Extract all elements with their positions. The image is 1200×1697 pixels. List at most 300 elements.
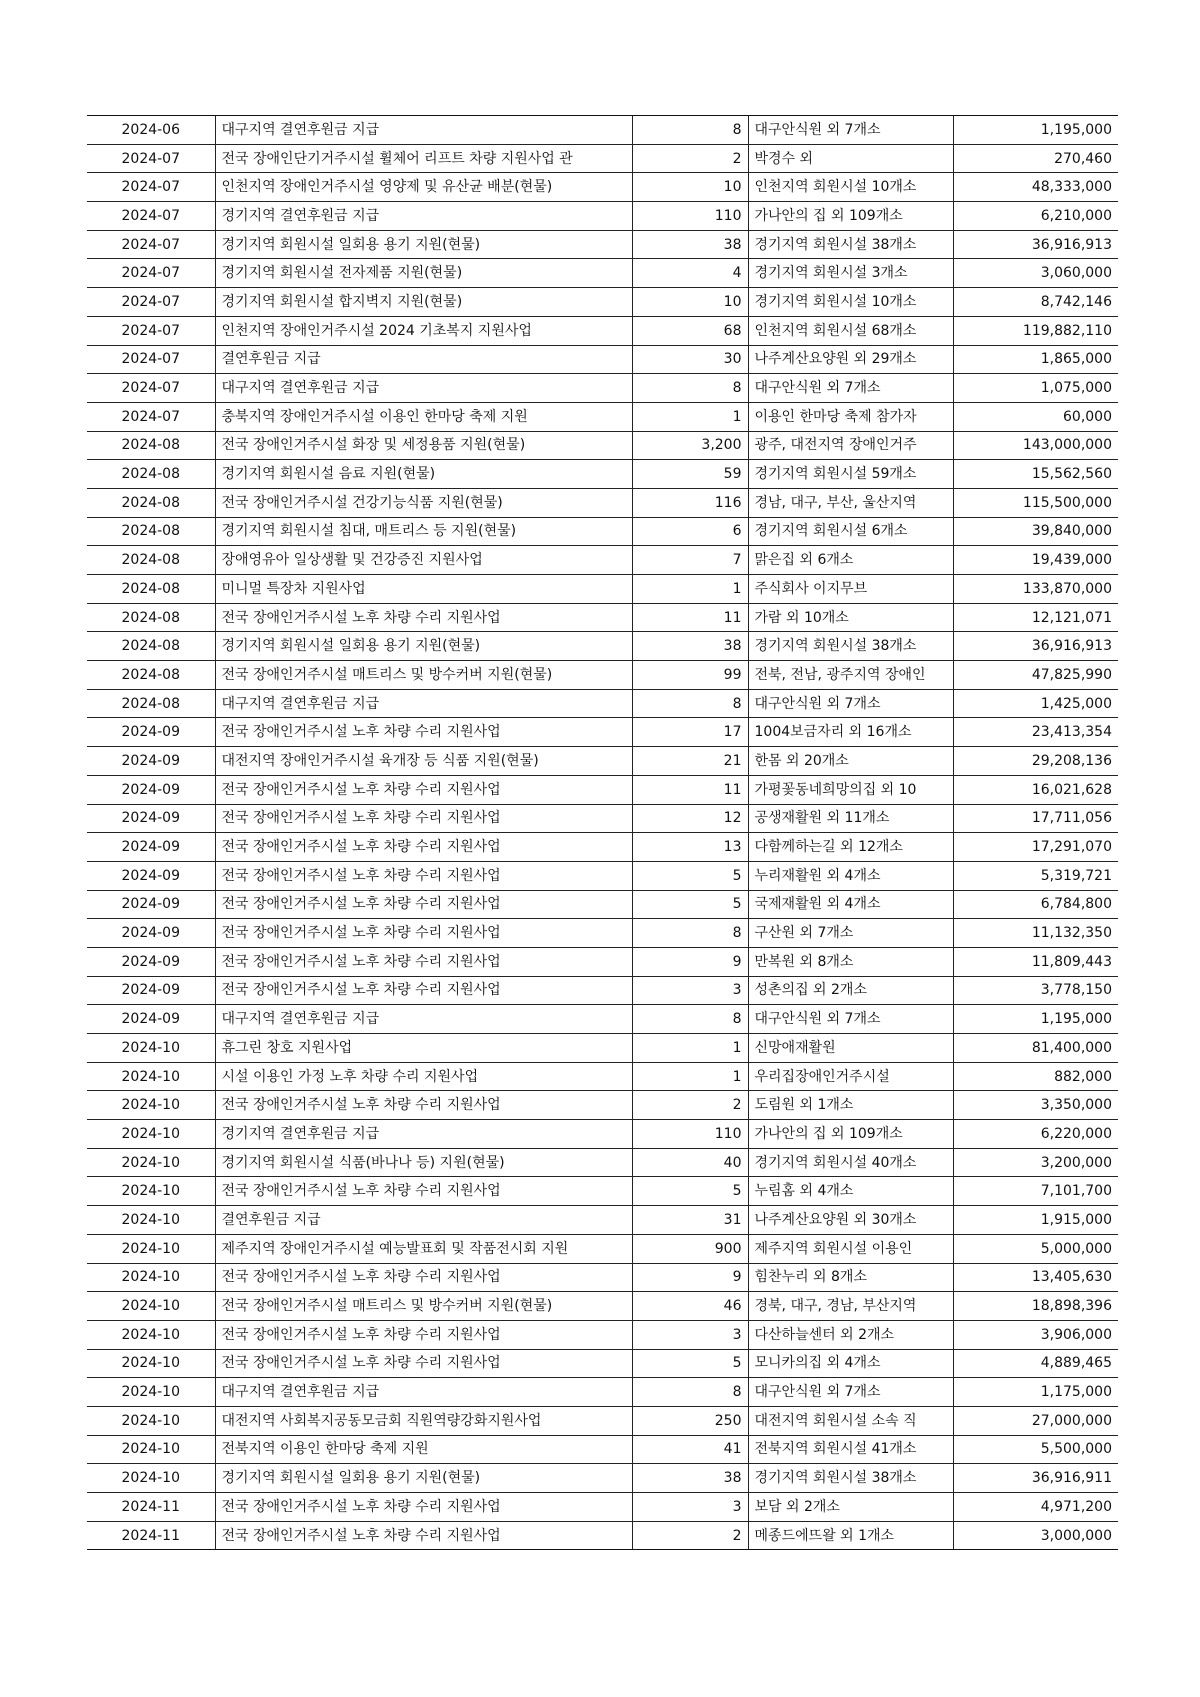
description-cell: 전북지역 이용인 한마당 축제 지원	[215, 1435, 632, 1464]
date-cell: 2024-08	[87, 517, 215, 546]
date-cell: 2024-10	[87, 1378, 215, 1407]
description-cell: 전국 장애인거주시설 매트리스 및 방수커버 지원(현물)	[215, 661, 632, 690]
count-cell: 11	[632, 775, 748, 804]
description-cell: 경기지역 회원시설 전자제품 지원(현물)	[215, 259, 632, 288]
amount-cell: 23,413,354	[953, 718, 1118, 747]
date-cell: 2024-09	[87, 890, 215, 919]
count-cell: 41	[632, 1435, 748, 1464]
count-cell: 2	[632, 144, 748, 173]
table-row	[87, 1378, 1118, 1407]
description-cell: 전국 장애인거주시설 노후 차량 수리 지원사업	[215, 833, 632, 862]
table-row	[87, 661, 1118, 690]
description-cell: 전국 장애인거주시설 화장 및 세정용품 지원(현물)	[215, 431, 632, 460]
recipient-cell: 성촌의집 외 2개소	[748, 976, 953, 1005]
date-cell: 2024-10	[87, 1349, 215, 1378]
description-cell: 결연후원금 지급	[215, 1206, 632, 1235]
description-cell: 전국 장애인거주시설 노후 차량 수리 지원사업	[215, 1521, 632, 1550]
recipient-cell: 경기지역 회원시설 59개소	[748, 460, 953, 489]
table-row	[87, 1521, 1118, 1550]
date-cell: 2024-11	[87, 1493, 215, 1522]
table-row	[87, 1493, 1118, 1522]
table-row	[87, 288, 1118, 317]
amount-cell: 81,400,000	[953, 1034, 1118, 1063]
description-cell: 전국 장애인거주시설 건강기능식품 지원(현물)	[215, 488, 632, 517]
amount-cell: 12,121,071	[953, 603, 1118, 632]
recipient-cell: 대구안식원 외 7개소	[748, 116, 953, 145]
amount-cell: 48,333,000	[953, 173, 1118, 202]
date-cell: 2024-09	[87, 833, 215, 862]
count-cell: 68	[632, 316, 748, 345]
recipient-cell: 경기지역 회원시설 6개소	[748, 517, 953, 546]
table-row	[87, 316, 1118, 345]
amount-cell: 36,916,913	[953, 632, 1118, 661]
count-cell: 10	[632, 288, 748, 317]
date-cell: 2024-07	[87, 144, 215, 173]
date-cell: 2024-10	[87, 1464, 215, 1493]
count-cell: 1	[632, 1034, 748, 1063]
date-cell: 2024-07	[87, 316, 215, 345]
count-cell: 7	[632, 546, 748, 575]
count-cell: 10	[632, 173, 748, 202]
amount-cell: 17,711,056	[953, 804, 1118, 833]
recipient-cell: 나주계산요양원 외 29개소	[748, 345, 953, 374]
count-cell: 17	[632, 718, 748, 747]
date-cell: 2024-08	[87, 460, 215, 489]
count-cell: 8	[632, 374, 748, 403]
count-cell: 8	[632, 1378, 748, 1407]
count-cell: 46	[632, 1292, 748, 1321]
table-row	[87, 431, 1118, 460]
recipient-cell: 대구안식원 외 7개소	[748, 1005, 953, 1034]
amount-cell: 143,000,000	[953, 431, 1118, 460]
date-cell: 2024-08	[87, 575, 215, 604]
count-cell: 110	[632, 202, 748, 231]
description-cell: 전국 장애인단기거주시설 휠체어 리프트 차량 지원사업 관	[215, 144, 632, 173]
table-row	[87, 632, 1118, 661]
description-cell: 전국 장애인거주시설 노후 차량 수리 지원사업	[215, 1177, 632, 1206]
recipient-cell: 나주계산요양원 외 30개소	[748, 1206, 953, 1235]
table-row	[87, 833, 1118, 862]
description-cell: 경기지역 회원시설 일회용 용기 지원(현물)	[215, 632, 632, 661]
table-row	[87, 1206, 1118, 1235]
recipient-cell: 박경수 외	[748, 144, 953, 173]
amount-cell: 7,101,700	[953, 1177, 1118, 1206]
table-row	[87, 460, 1118, 489]
amount-cell: 3,906,000	[953, 1320, 1118, 1349]
description-cell: 경기지역 회원시설 일회용 용기 지원(현물)	[215, 230, 632, 259]
date-cell: 2024-07	[87, 202, 215, 231]
date-cell: 2024-09	[87, 804, 215, 833]
amount-cell: 1,195,000	[953, 116, 1118, 145]
description-cell: 전국 장애인거주시설 노후 차량 수리 지원사업	[215, 603, 632, 632]
table-row	[87, 1292, 1118, 1321]
table-row	[87, 689, 1118, 718]
description-cell: 전국 장애인거주시설 노후 차량 수리 지원사업	[215, 804, 632, 833]
count-cell: 1	[632, 402, 748, 431]
description-cell: 전국 장애인거주시설 노후 차량 수리 지원사업	[215, 1493, 632, 1522]
description-cell: 전국 장애인거주시설 노후 차량 수리 지원사업	[215, 1091, 632, 1120]
description-cell: 대구지역 결연후원금 지급	[215, 116, 632, 145]
recipient-cell: 제주지역 회원시설 이용인	[748, 1234, 953, 1263]
description-cell: 전국 장애인거주시설 노후 차량 수리 지원사업	[215, 775, 632, 804]
amount-cell: 1,195,000	[953, 1005, 1118, 1034]
count-cell: 9	[632, 1263, 748, 1292]
description-cell: 대전지역 장애인거주시설 육개장 등 식품 지원(현물)	[215, 747, 632, 776]
date-cell: 2024-06	[87, 116, 215, 145]
count-cell: 8	[632, 689, 748, 718]
count-cell: 59	[632, 460, 748, 489]
table-row	[87, 1005, 1118, 1034]
table-row	[87, 1435, 1118, 1464]
amount-cell: 36,916,913	[953, 230, 1118, 259]
amount-cell: 11,809,443	[953, 947, 1118, 976]
recipient-cell: 1004보금자리 외 16개소	[748, 718, 953, 747]
table-body	[87, 116, 1118, 1550]
description-cell: 대구지역 결연후원금 지급	[215, 374, 632, 403]
support-records-table	[87, 115, 1118, 1550]
description-cell: 전국 장애인거주시설 노후 차량 수리 지원사업	[215, 890, 632, 919]
description-cell: 미니멀 특장차 지원사업	[215, 575, 632, 604]
description-cell: 대구지역 결연후원금 지급	[215, 1378, 632, 1407]
description-cell: 전국 장애인거주시설 노후 차량 수리 지원사업	[215, 1320, 632, 1349]
recipient-cell: 경북, 대구, 경남, 부산지역	[748, 1292, 953, 1321]
description-cell: 전국 장애인거주시설 노후 차량 수리 지원사업	[215, 1263, 632, 1292]
table-row	[87, 1320, 1118, 1349]
date-cell: 2024-09	[87, 718, 215, 747]
date-cell: 2024-10	[87, 1091, 215, 1120]
date-cell: 2024-10	[87, 1435, 215, 1464]
description-cell: 전국 장애인거주시설 노후 차량 수리 지원사업	[215, 861, 632, 890]
amount-cell: 13,405,630	[953, 1263, 1118, 1292]
count-cell: 6	[632, 517, 748, 546]
description-cell: 충북지역 장애인거주시설 이용인 한마당 축제 지원	[215, 402, 632, 431]
recipient-cell: 대구안식원 외 7개소	[748, 1378, 953, 1407]
recipient-cell: 주식회사 이지무브	[748, 575, 953, 604]
table-row	[87, 775, 1118, 804]
count-cell: 2	[632, 1521, 748, 1550]
date-cell: 2024-08	[87, 632, 215, 661]
description-cell: 경기지역 결연후원금 지급	[215, 1120, 632, 1149]
table-row	[87, 1406, 1118, 1435]
count-cell: 8	[632, 919, 748, 948]
description-cell: 인천지역 장애인거주시설 영양제 및 유산균 배분(현물)	[215, 173, 632, 202]
description-cell: 인천지역 장애인거주시설 2024 기초복지 지원사업	[215, 316, 632, 345]
amount-cell: 18,898,396	[953, 1292, 1118, 1321]
date-cell: 2024-09	[87, 947, 215, 976]
table-row	[87, 919, 1118, 948]
recipient-cell: 신망애재활원	[748, 1034, 953, 1063]
count-cell: 3,200	[632, 431, 748, 460]
recipient-cell: 전북, 전남, 광주지역 장애인	[748, 661, 953, 690]
date-cell: 2024-11	[87, 1521, 215, 1550]
recipient-cell: 경남, 대구, 부산, 울산지역	[748, 488, 953, 517]
date-cell: 2024-10	[87, 1406, 215, 1435]
amount-cell: 270,460	[953, 144, 1118, 173]
recipient-cell: 가평꽃동네희망의집 외 10	[748, 775, 953, 804]
amount-cell: 133,870,000	[953, 575, 1118, 604]
date-cell: 2024-07	[87, 345, 215, 374]
amount-cell: 119,882,110	[953, 316, 1118, 345]
amount-cell: 15,562,560	[953, 460, 1118, 489]
amount-cell: 1,865,000	[953, 345, 1118, 374]
count-cell: 5	[632, 890, 748, 919]
date-cell: 2024-09	[87, 747, 215, 776]
amount-cell: 5,500,000	[953, 1435, 1118, 1464]
recipient-cell: 모니카의집 외 4개소	[748, 1349, 953, 1378]
recipient-cell: 이용인 한마당 축제 참가자	[748, 402, 953, 431]
date-cell: 2024-08	[87, 689, 215, 718]
recipient-cell: 도림원 외 1개소	[748, 1091, 953, 1120]
description-cell: 전국 장애인거주시설 노후 차량 수리 지원사업	[215, 919, 632, 948]
date-cell: 2024-07	[87, 259, 215, 288]
date-cell: 2024-10	[87, 1120, 215, 1149]
count-cell: 116	[632, 488, 748, 517]
count-cell: 38	[632, 632, 748, 661]
count-cell: 1	[632, 1062, 748, 1091]
count-cell: 38	[632, 1464, 748, 1493]
count-cell: 11	[632, 603, 748, 632]
count-cell: 4	[632, 259, 748, 288]
recipient-cell: 경기지역 회원시설 38개소	[748, 230, 953, 259]
description-cell: 경기지역 회원시설 일회용 용기 지원(현물)	[215, 1464, 632, 1493]
recipient-cell: 인천지역 회원시설 68개소	[748, 316, 953, 345]
table-row	[87, 747, 1118, 776]
count-cell: 8	[632, 116, 748, 145]
amount-cell: 3,778,150	[953, 976, 1118, 1005]
recipient-cell: 경기지역 회원시설 3개소	[748, 259, 953, 288]
table-row	[87, 546, 1118, 575]
count-cell: 99	[632, 661, 748, 690]
recipient-cell: 구산원 외 7개소	[748, 919, 953, 948]
amount-cell: 5,000,000	[953, 1234, 1118, 1263]
count-cell: 3	[632, 976, 748, 1005]
amount-cell: 1,075,000	[953, 374, 1118, 403]
amount-cell: 6,784,800	[953, 890, 1118, 919]
description-cell: 휴그린 창호 지원사업	[215, 1034, 632, 1063]
date-cell: 2024-10	[87, 1234, 215, 1263]
count-cell: 31	[632, 1206, 748, 1235]
date-cell: 2024-09	[87, 861, 215, 890]
recipient-cell: 대전지역 회원시설 소속 직	[748, 1406, 953, 1435]
amount-cell: 115,500,000	[953, 488, 1118, 517]
description-cell: 경기지역 회원시설 침대, 매트리스 등 지원(현물)	[215, 517, 632, 546]
date-cell: 2024-09	[87, 775, 215, 804]
table-row	[87, 116, 1118, 145]
count-cell: 5	[632, 861, 748, 890]
recipient-cell: 메종드에뜨왈 외 1개소	[748, 1521, 953, 1550]
amount-cell: 3,000,000	[953, 1521, 1118, 1550]
table-row	[87, 947, 1118, 976]
table-row	[87, 1464, 1118, 1493]
recipient-cell: 전북지역 회원시설 41개소	[748, 1435, 953, 1464]
count-cell: 3	[632, 1493, 748, 1522]
description-cell: 전국 장애인거주시설 노후 차량 수리 지원사업	[215, 718, 632, 747]
table-row	[87, 230, 1118, 259]
recipient-cell: 한몸 외 20개소	[748, 747, 953, 776]
recipient-cell: 보담 외 2개소	[748, 1493, 953, 1522]
amount-cell: 8,742,146	[953, 288, 1118, 317]
date-cell: 2024-08	[87, 546, 215, 575]
amount-cell: 47,825,990	[953, 661, 1118, 690]
table-row	[87, 144, 1118, 173]
table-row	[87, 1234, 1118, 1263]
table-row	[87, 976, 1118, 1005]
description-cell: 전국 장애인거주시설 노후 차량 수리 지원사업	[215, 947, 632, 976]
date-cell: 2024-10	[87, 1148, 215, 1177]
date-cell: 2024-08	[87, 603, 215, 632]
recipient-cell: 가나안의 집 외 109개소	[748, 1120, 953, 1149]
recipient-cell: 우리집장애인거주시설	[748, 1062, 953, 1091]
amount-cell: 1,175,000	[953, 1378, 1118, 1407]
date-cell: 2024-10	[87, 1034, 215, 1063]
date-cell: 2024-07	[87, 288, 215, 317]
count-cell: 110	[632, 1120, 748, 1149]
date-cell: 2024-10	[87, 1177, 215, 1206]
count-cell: 21	[632, 747, 748, 776]
date-cell: 2024-09	[87, 976, 215, 1005]
count-cell: 30	[632, 345, 748, 374]
count-cell: 5	[632, 1177, 748, 1206]
description-cell: 경기지역 결연후원금 지급	[215, 202, 632, 231]
description-cell: 시설 이용인 가정 노후 차량 수리 지원사업	[215, 1062, 632, 1091]
description-cell: 대전지역 사회복지공동모금회 직원역량강화지원사업	[215, 1406, 632, 1435]
description-cell: 결연후원금 지급	[215, 345, 632, 374]
date-cell: 2024-08	[87, 488, 215, 517]
table-row	[87, 1349, 1118, 1378]
date-cell: 2024-10	[87, 1206, 215, 1235]
table-row	[87, 173, 1118, 202]
amount-cell: 4,971,200	[953, 1493, 1118, 1522]
amount-cell: 6,220,000	[953, 1120, 1118, 1149]
amount-cell: 29,208,136	[953, 747, 1118, 776]
table-row	[87, 488, 1118, 517]
recipient-cell: 대구안식원 외 7개소	[748, 689, 953, 718]
count-cell: 38	[632, 230, 748, 259]
amount-cell: 27,000,000	[953, 1406, 1118, 1435]
amount-cell: 5,319,721	[953, 861, 1118, 890]
description-cell: 제주지역 장애인거주시설 예능발표회 및 작품전시회 지원	[215, 1234, 632, 1263]
count-cell: 8	[632, 1005, 748, 1034]
recipient-cell: 만복원 외 8개소	[748, 947, 953, 976]
amount-cell: 4,889,465	[953, 1349, 1118, 1378]
table-row	[87, 402, 1118, 431]
recipient-cell: 누림홈 외 4개소	[748, 1177, 953, 1206]
count-cell: 2	[632, 1091, 748, 1120]
date-cell: 2024-10	[87, 1292, 215, 1321]
table-row	[87, 1120, 1118, 1149]
recipient-cell: 국제재활원 외 4개소	[748, 890, 953, 919]
count-cell: 1	[632, 575, 748, 604]
amount-cell: 6,210,000	[953, 202, 1118, 231]
description-cell: 경기지역 회원시설 음료 지원(현물)	[215, 460, 632, 489]
table-row	[87, 718, 1118, 747]
description-cell: 전국 장애인거주시설 매트리스 및 방수커버 지원(현물)	[215, 1292, 632, 1321]
table-row	[87, 374, 1118, 403]
description-cell: 경기지역 회원시설 합지벽지 지원(현물)	[215, 288, 632, 317]
table-row	[87, 603, 1118, 632]
amount-cell: 19,439,000	[953, 546, 1118, 575]
amount-cell: 39,840,000	[953, 517, 1118, 546]
amount-cell: 36,916,911	[953, 1464, 1118, 1493]
date-cell: 2024-07	[87, 402, 215, 431]
amount-cell: 1,915,000	[953, 1206, 1118, 1235]
recipient-cell: 경기지역 회원시설 38개소	[748, 632, 953, 661]
amount-cell: 60,000	[953, 402, 1118, 431]
table-row	[87, 1148, 1118, 1177]
date-cell: 2024-10	[87, 1062, 215, 1091]
table-row	[87, 1177, 1118, 1206]
recipient-cell: 경기지역 회원시설 38개소	[748, 1464, 953, 1493]
date-cell: 2024-08	[87, 431, 215, 460]
description-cell: 대구지역 결연후원금 지급	[215, 689, 632, 718]
date-cell: 2024-09	[87, 1005, 215, 1034]
count-cell: 250	[632, 1406, 748, 1435]
table-row	[87, 259, 1118, 288]
table-row	[87, 1034, 1118, 1063]
description-cell: 전국 장애인거주시설 노후 차량 수리 지원사업	[215, 1349, 632, 1378]
date-cell: 2024-10	[87, 1320, 215, 1349]
count-cell: 13	[632, 833, 748, 862]
recipient-cell: 누리재활원 외 4개소	[748, 861, 953, 890]
recipient-cell: 다함께하는길 외 12개소	[748, 833, 953, 862]
date-cell: 2024-07	[87, 374, 215, 403]
recipient-cell: 맑은집 외 6개소	[748, 546, 953, 575]
description-cell: 장애영유아 일상생활 및 건강증진 지원사업	[215, 546, 632, 575]
count-cell: 900	[632, 1234, 748, 1263]
amount-cell: 11,132,350	[953, 919, 1118, 948]
date-cell: 2024-10	[87, 1263, 215, 1292]
table-row	[87, 202, 1118, 231]
count-cell: 40	[632, 1148, 748, 1177]
recipient-cell: 대구안식원 외 7개소	[748, 374, 953, 403]
description-cell: 전국 장애인거주시설 노후 차량 수리 지원사업	[215, 976, 632, 1005]
table-row	[87, 575, 1118, 604]
recipient-cell: 가람 외 10개소	[748, 603, 953, 632]
table-row	[87, 861, 1118, 890]
table-row	[87, 804, 1118, 833]
recipient-cell: 경기지역 회원시설 40개소	[748, 1148, 953, 1177]
description-cell: 대구지역 결연후원금 지급	[215, 1005, 632, 1034]
description-cell: 경기지역 회원시설 식품(바나나 등) 지원(현물)	[215, 1148, 632, 1177]
table-row	[87, 1091, 1118, 1120]
recipient-cell: 가나안의 집 외 109개소	[748, 202, 953, 231]
recipient-cell: 힘찬누리 외 8개소	[748, 1263, 953, 1292]
date-cell: 2024-07	[87, 173, 215, 202]
recipient-cell: 인천지역 회원시설 10개소	[748, 173, 953, 202]
amount-cell: 882,000	[953, 1062, 1118, 1091]
amount-cell: 3,200,000	[953, 1148, 1118, 1177]
table-row	[87, 1263, 1118, 1292]
count-cell: 12	[632, 804, 748, 833]
count-cell: 5	[632, 1349, 748, 1378]
count-cell: 9	[632, 947, 748, 976]
table-row	[87, 1062, 1118, 1091]
date-cell: 2024-08	[87, 661, 215, 690]
date-cell: 2024-09	[87, 919, 215, 948]
table-row	[87, 345, 1118, 374]
count-cell: 3	[632, 1320, 748, 1349]
table-row	[87, 890, 1118, 919]
amount-cell: 3,350,000	[953, 1091, 1118, 1120]
amount-cell: 17,291,070	[953, 833, 1118, 862]
table-row	[87, 517, 1118, 546]
amount-cell: 3,060,000	[953, 259, 1118, 288]
recipient-cell: 경기지역 회원시설 10개소	[748, 288, 953, 317]
amount-cell: 1,425,000	[953, 689, 1118, 718]
amount-cell: 16,021,628	[953, 775, 1118, 804]
recipient-cell: 공생재활원 외 11개소	[748, 804, 953, 833]
date-cell: 2024-07	[87, 230, 215, 259]
